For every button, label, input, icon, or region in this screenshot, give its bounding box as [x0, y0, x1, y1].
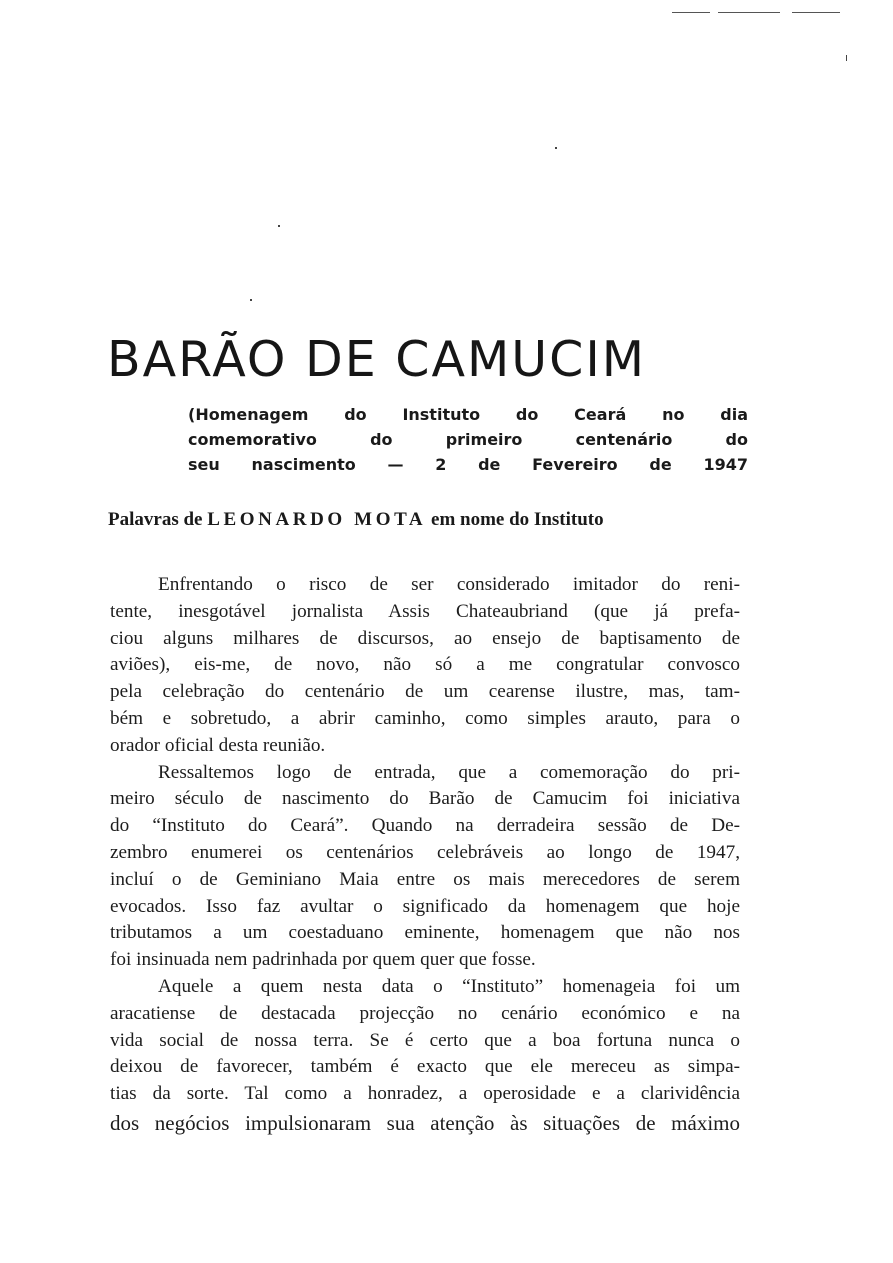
byline-prefix: Palavras de [108, 509, 203, 530]
subtitle-line: comemorativo do primeiro centenário do [188, 430, 748, 449]
body-line: pela celebração do centenário de um cearense ilustre, mas, tam- [110, 681, 740, 703]
body-line: aracatiense de destacada projecção no cenário económico e na [110, 1002, 740, 1024]
body-line: tias da sorte. Tal como a honradez, a operosidade e a clarividência [110, 1083, 740, 1105]
subtitle-line: seu nascimento — 2 de Fevereiro de 1947 [188, 455, 748, 474]
body-line: tente, inesgotável jornalista Assis Chateaubriand (que já prefa- [110, 600, 740, 622]
byline [108, 506, 738, 534]
body-line: Enfrentando o risco de ser considerado imitador do reni- [158, 574, 740, 595]
scan-speck [278, 225, 280, 227]
body-line: do “Instituto do Ceará”. Quando na derradeira sessão de De- [110, 815, 740, 837]
scan-speck [846, 55, 847, 61]
scan-speck [555, 147, 557, 149]
body-line: aviões), eis-me, de novo, não só a me congratular convosco [110, 654, 740, 676]
scan-artifact [718, 12, 780, 13]
byline-author: LEONARDO MOTA [207, 509, 427, 530]
body-line: Aquele a quem nesta data o “Instituto” homenageia foi um [158, 975, 740, 997]
body-line: orador oficial desta reunião. [110, 734, 326, 756]
scan-speck [250, 299, 252, 301]
subtitle-line: (Homenagem do Instituto do Ceará no dia [188, 405, 748, 424]
body-line: dos negócios impulsionaram sua atenção às situações de máximo [110, 1110, 740, 1135]
body-line: vida social de nossa terra. Se é certo que a boa fortuna nunca o [110, 1029, 740, 1051]
article-subtitle [188, 402, 748, 477]
body-line: zembro enumerei os centenários celebráveis ao longo de 1947, [110, 841, 740, 863]
article-body [110, 572, 740, 1138]
body-line: Ressaltemos logo de entrada, que a comemoração do pri- [158, 761, 740, 783]
scan-artifact [792, 12, 840, 13]
article-title: BARÃO DE CAMUCIM [107, 331, 647, 388]
body-line: evocados. Isso faz avultar o significado da homenagem que hoje [110, 895, 740, 917]
byline-suffix: em nome do Instituto [431, 509, 604, 530]
body-line: meiro século de nascimento do Barão de Camucim foi iniciativa [110, 788, 740, 810]
body-line: deixou de favorecer, também é exacto que ele mereceu as simpa- [110, 1056, 740, 1078]
body-line: ciou alguns milhares de discursos, ao ensejo de baptisamento de [110, 627, 740, 649]
body-line: incluí o de Geminiano Maia entre os mais merecedores de serem [110, 868, 740, 890]
scan-artifact [672, 12, 710, 13]
body-line: tributamos a um coestaduano eminente, homenagem que não nos [110, 922, 740, 944]
body-line: foi insinuada nem padrinhada por quem quer que fosse. [110, 949, 536, 971]
body-line: bém e sobretudo, a abrir caminho, como simples arauto, para o [110, 707, 740, 729]
